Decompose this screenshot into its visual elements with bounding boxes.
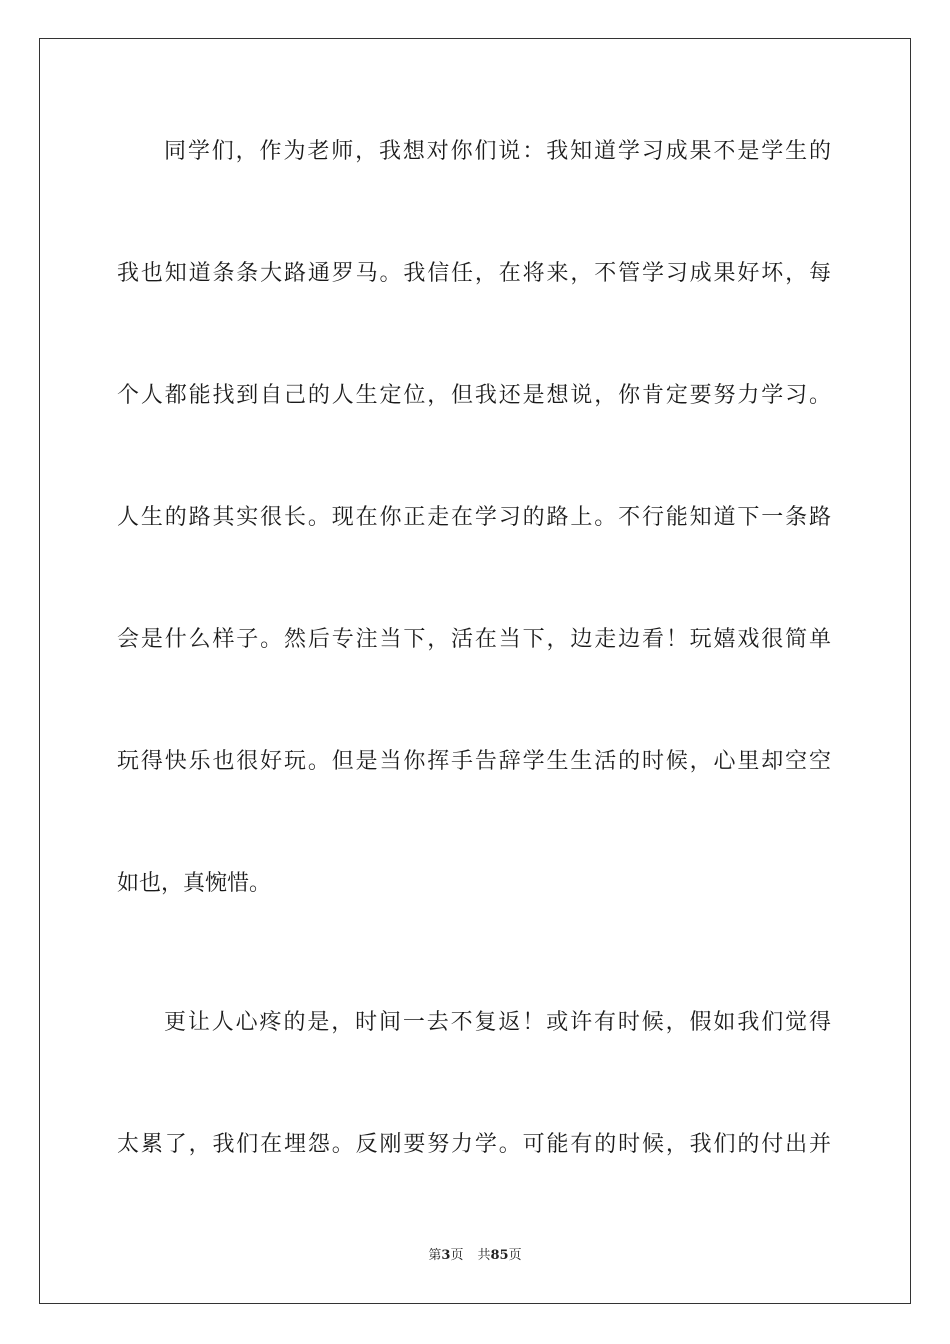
total-pages: 85 (490, 1248, 509, 1263)
page-number: 3 (441, 1248, 451, 1263)
total-suffix: 页 (508, 1248, 522, 1263)
paragraph-2-line-2: 太累了，我们在埋怨。反刚要努力学。可能有的时候，我们的付出并 (117, 1132, 831, 1157)
page-footer (0, 1247, 950, 1265)
page-suffix: 页 (450, 1248, 464, 1263)
page-prefix: 第 (428, 1248, 442, 1263)
paragraph-2-line-1: 更让人心疼的是，时间一去不复返！或许有时候，假如我们觉得 (164, 1010, 831, 1035)
paragraph-1-line-6: 玩得快乐也很好玩。但是当你挥手告辞学生生活的时候，心里却空空 (117, 749, 831, 774)
page-border (39, 38, 911, 1304)
paragraph-1-line-7: 如也，真惋惜。 (117, 871, 272, 896)
paragraph-1-line-5: 会是什么样子。然后专注当下，活在当下，边走边看！玩嬉戏很简单 (117, 627, 831, 652)
paragraph-1-line-1: 同学们，作为老师，我想对你们说：我知道学习成果不是学生的 (164, 139, 831, 164)
paragraph-1-line-4: 人生的路其实很长。现在你正走在学习的路上。不行能知道下一条路 (117, 505, 831, 530)
paragraph-1-line-3: 个人都能找到自己的人生定位，但我还是想说，你肯定要努力学习。 (117, 383, 831, 408)
paragraph-1-line-2: 我也知道条条大路通罗马。我信任，在将来，不管学习成果好坏，每 (117, 261, 831, 286)
total-prefix: 共 (477, 1248, 491, 1263)
